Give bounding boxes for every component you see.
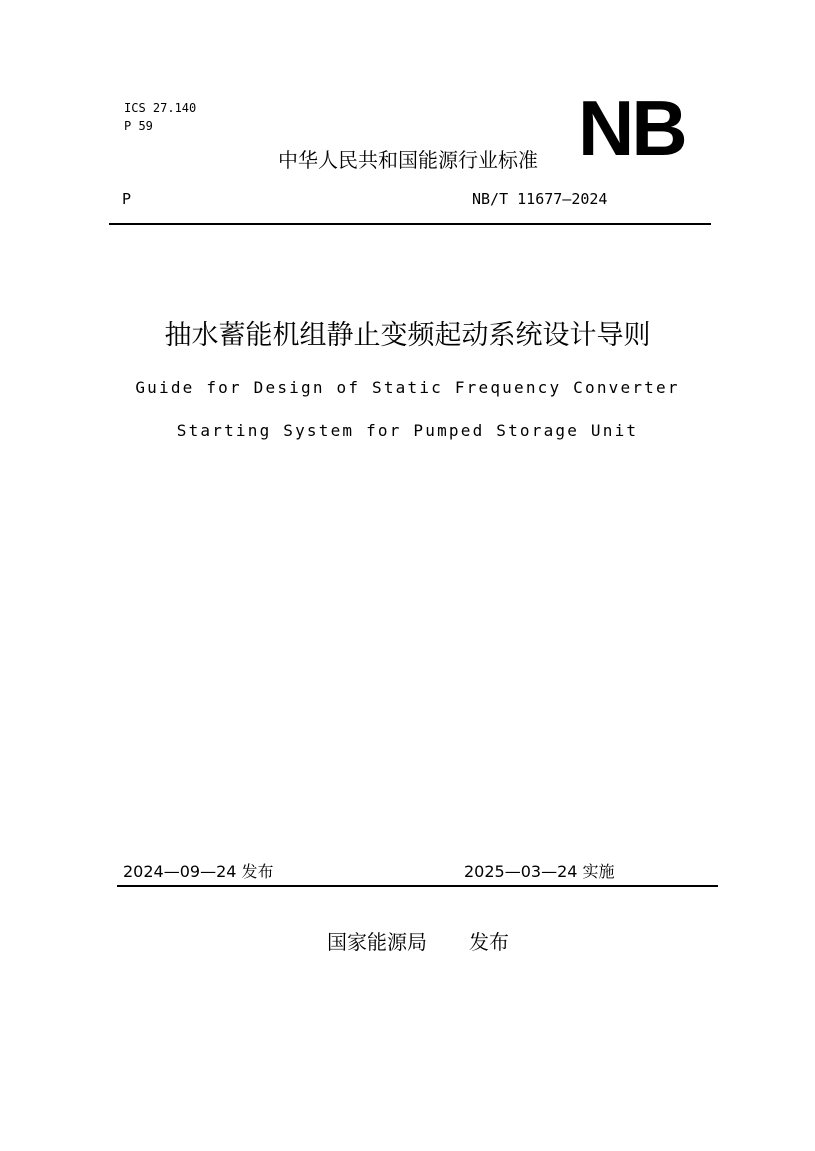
document-title-english-line-2: Starting System for Pumped Storage Unit [176,421,639,440]
ccs-code: P 59 [124,119,153,133]
issuing-authority: 国家能源局 [327,930,427,954]
nb-logo: NB [578,84,685,172]
implementation-date: 2025—03—24 实施 [464,862,615,881]
document-title-english-line-1: Guide for Design of Static Frequency Converter [135,378,680,397]
standard-number: NB/T 11677—2024 [472,190,608,208]
standard-category: P [122,190,132,208]
header-divider [109,223,711,225]
footer-divider [117,885,718,887]
ics-code: ICS 27.140 [124,101,197,115]
document-title-chinese: 抽水蓄能机组静止变频起动系统设计导则 [164,320,651,351]
issuing-action: 发布 [469,930,509,954]
issue-date: 2024—09—24 发布 [123,862,274,881]
organization-title: 中华人民共和国能源行业标准 [278,148,538,172]
